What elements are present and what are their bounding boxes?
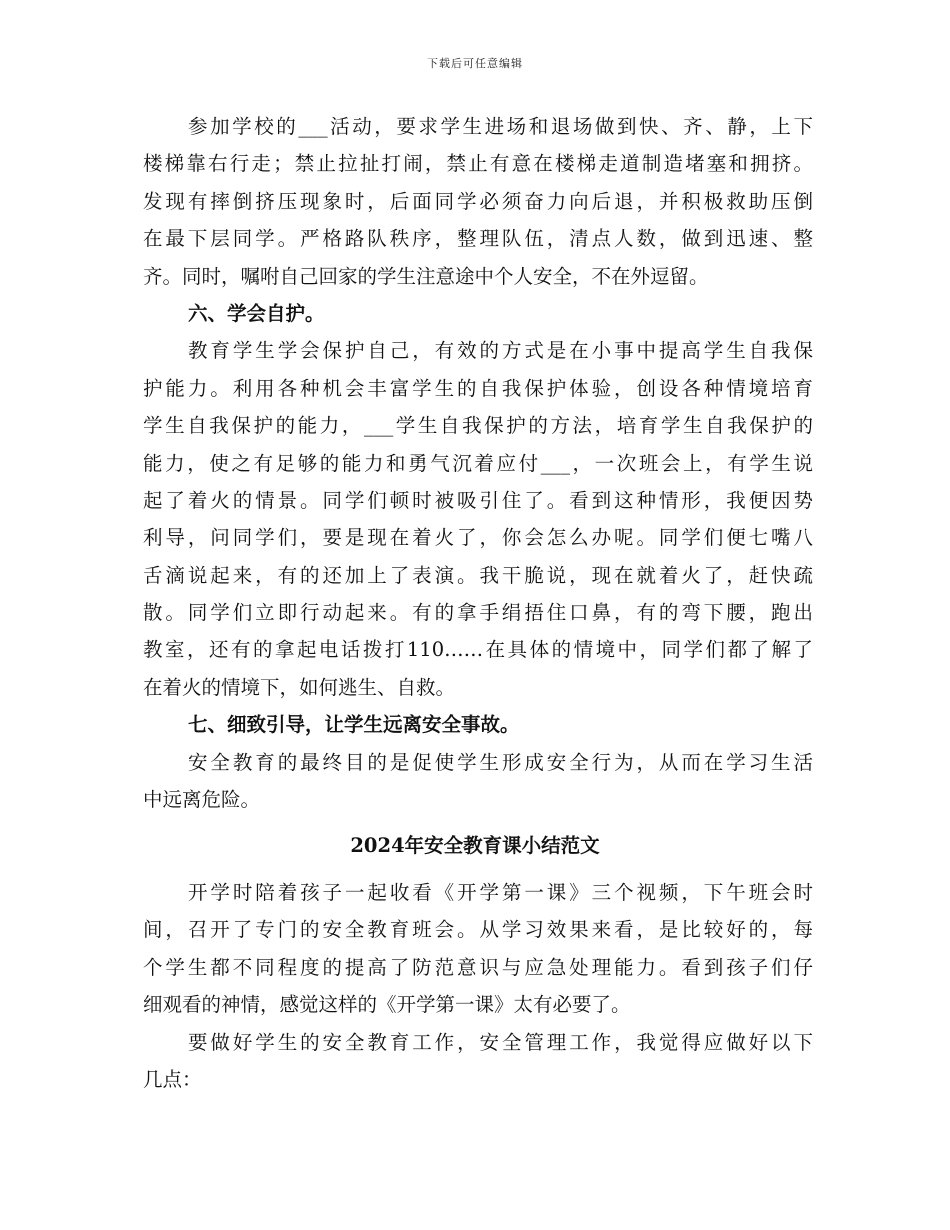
text-line: 齐。同时，嘱咐自己回家的学生注意途中个人安全，不在外逗留。 xyxy=(143,264,709,288)
text-line: 能力，使之有足够的能力和勇气沉着应付___，一次班会上，有学生说 xyxy=(143,451,813,475)
text-line: 在着火的情境下，如何逃生、自救。 xyxy=(143,675,456,699)
text-line: 教室，还有的拿起电话拨打110……在具体的情境中，同学们都了解了 xyxy=(143,638,813,662)
text-line: 几点： xyxy=(143,1067,202,1091)
text-line: 发现有摔倒挤压现象时，后面同学必须奋力向后退，并积极救助压倒 xyxy=(143,189,813,213)
text-line: 中远离危险。 xyxy=(143,788,261,812)
text-line: 安全教育的最终目的是促使学生形成安全行为，从而在学习生活 xyxy=(188,750,813,774)
text-line: 散。同学们立即行动起来。有的拿手绢捂住口鼻，有的弯下腰，跑出 xyxy=(143,601,813,625)
text-line: 开学时陪着孩子一起收看《开学第一课》三个视频，下午班会时 xyxy=(188,881,813,904)
text-line: 教育学生学会保护自己，有效的方式是在小事中提高学生自我保 xyxy=(188,339,813,363)
paragraph-summary xyxy=(143,874,813,1098)
text-line: 护能力。利用各种机会丰富学生的自我保护体验，创设各种情境培育 xyxy=(143,376,813,400)
text-line: 细观看的神情，感觉这样的《开学第一课》太有必要了。 xyxy=(143,993,631,1017)
page-header: 下载后可任意编辑 xyxy=(427,57,523,70)
paragraph-safety-activities xyxy=(143,108,813,818)
section-heading-6: 六、学会自护。 xyxy=(188,301,325,325)
text-line: 起了着火的情景。同学们顿时被吸引住了。看到这种情形，我便因势 xyxy=(143,488,813,512)
text-line: 舌滴说起来，有的还加上了表演。我干脆说，现在就着火了，赶快疏 xyxy=(143,563,813,587)
text-line: 间，召开了专门的安全教育班会。从学习效果来看，是比较好的，每 xyxy=(143,918,813,942)
section-heading-7: 七、细致引导，让学生远离安全事故。 xyxy=(188,713,520,737)
text-line: 利导，问同学们，要是现在着火了，你会怎么办呢。同学们便七嘴八 xyxy=(143,526,813,550)
text-line: 楼梯靠右行走；禁止拉扯打闹，禁止有意在楼梯走道制造堵塞和拥挤。 xyxy=(143,152,813,176)
text-line: 个学生都不同程度的提高了防范意识与应急处理能力。看到孩子们仔 xyxy=(143,955,813,979)
text-line: 参加学校的___活动，要求学生进场和退场做到快、齐、静，上下 xyxy=(188,115,813,138)
text-line: 学生自我保护的能力，___学生自我保护的方法，培育学生自我保护的 xyxy=(143,414,813,438)
document-title: 2024年安全教育课小结范文 xyxy=(350,834,600,857)
text-line: 要做好学生的安全教育工作，安全管理工作，我觉得应做好以下 xyxy=(188,1030,813,1054)
text-line: 在最下层同学。严格路队秩序，整理队伍，清点人数，做到迅速、整 xyxy=(143,227,813,251)
